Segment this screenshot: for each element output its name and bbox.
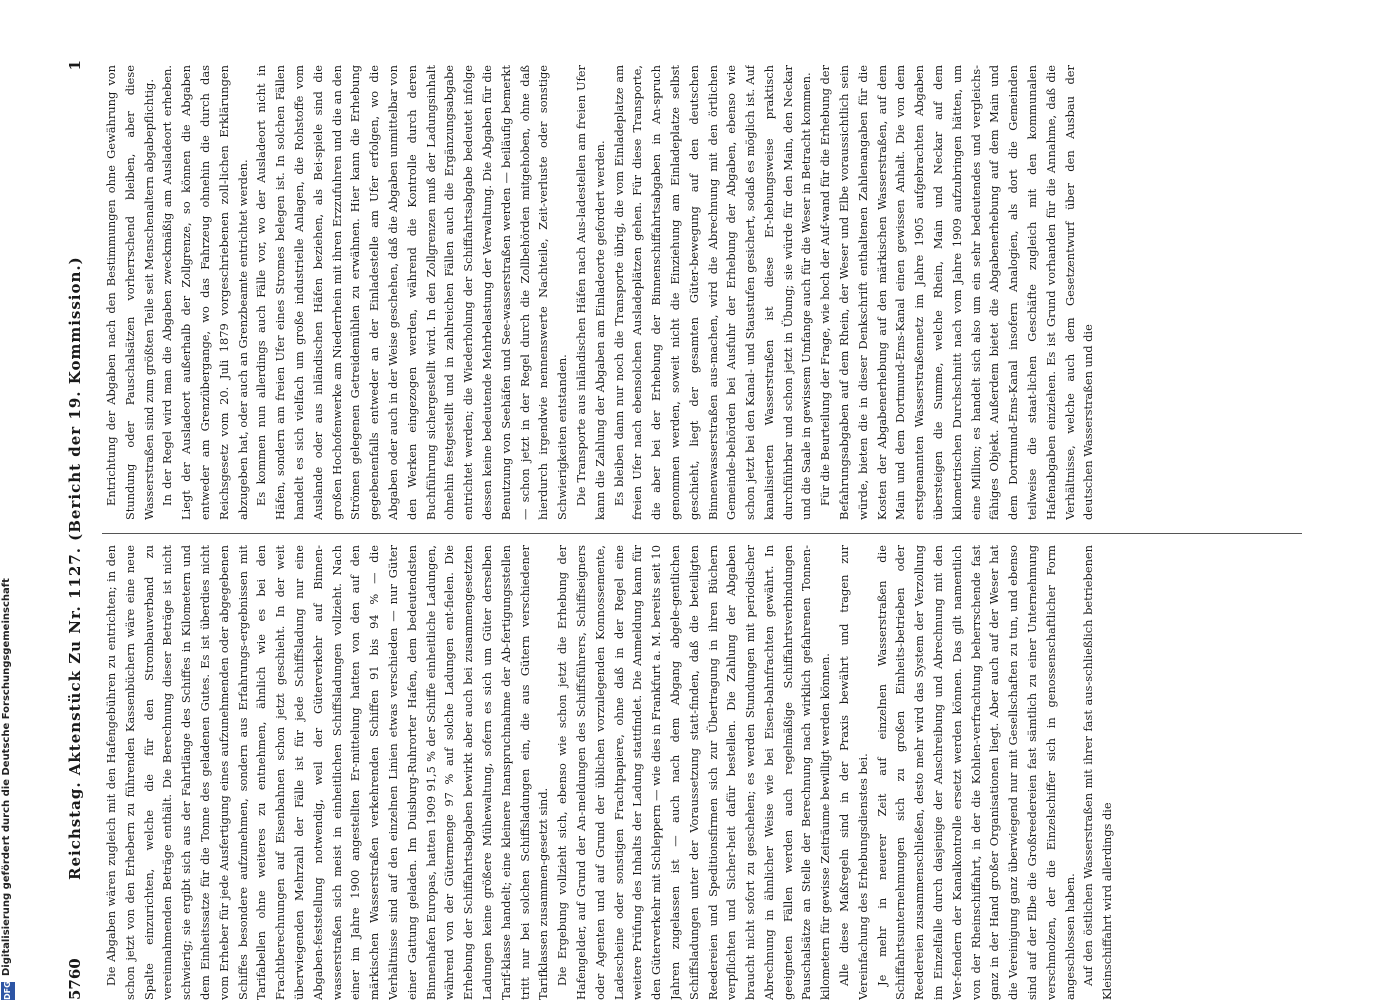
page-header	[62, 60, 92, 1000]
paragraph: Auf den östlichen Wasserstraßen mit ihrer fast aus-schließlich betriebenen Kleinschiffahrt wird allerdings die	[1081, 545, 1115, 1000]
paragraph: Für die Beurteilung der Frage, wie hoch der Auf-wand für die Erhebung der Befahrungsabgaben auf dem Rhein, der Weser und Elbe voraussichtlich sein würde, bieten die in dieser Denkschrift enthaltenen Zahlenangaben für die Kosten der Abgabenerhebung auf den märkischen Wasserstraßen, auf dem Main und dem Dortmund-Ems-Kanal einen gewissen Anhalt. Die von dem erstgenannten Wasserstraßennetz im Jahre 1905 aufgebrachten Abgaben übersteigen die Summe, welche Rhein, Main und Neckar auf dem kilometrischen Durchschnitt nach vom Jahre 1909 aufzubringen hätten, um eine Million; es handelt sich also um ein sehr bedeutendes und vergleichs-fähiges Objekt. Außerdem bietet die Abgabenerhebung auf dem Main und dem Dortmund-Ems-Kanal insofern Analogien, als dort die Gemeinden teilweise die staat-lichen Geschäfte zugleich mit den kommunalen Hafenabgaben einziehen. Es ist Grund vorhanden für die Annahme, daß die Verhältnisse, welche auch dem Gesetzentwurf über den Ausbau der deutschen Wasserstraßen und die	[818, 65, 1096, 520]
paragraph: Die Transporte aus inländischen Häfen nach Aus-ladestellen am freien Ufer kann die Zahlung der Abgaben am Einladeorte gefordert werden.	[573, 65, 607, 520]
paragraph: Die Ergebung vollzieht sich, ebenso wie schon jetzt die Erhebung der Hafengelder, auf Grund der An-meldungen des Schiffsführers, Schiffseigners oder Agenten und auf Grund der üblichen vorzulegenden Konnossemente, Ladescheine oder sonstigen Frachtpapiere, ohne daß in der Regel eine weitere Prüfung des Inhalts der Ladung stattfindet. Die Anmeldung kann für den Güterverkehr mit Schleppern — wie dies in Frankfurt a. M. bereits seit 10 Jahren zugelassen ist — auch nach dem Abgang abgele-gentlichen Schiffsladungen unter der Voraussetzung statt-finden, daß die beteiligten Reedereien und Speditionsfirmen sich zur Übertragung in ihren Büchern verpflichten und Sicher-heit dafür bestellen. Die Zahlung der Abgaben braucht nicht sofort zu geschehen; es werden Stundungen mit periodischer Abrechnung in ähnlicher Weise wie bei Eisen-bahnfrachten gewährt. In geeigneten Fällen werden auch regelmäßige Schiffahrtsverbindungen Pauschalsätze an Stelle der Berechnung nach wirklich gefahrenen Tonnen-kilometern für gewisse Zeiträume bewilligt werden können.	[555, 545, 833, 1000]
left-column	[102, 545, 1302, 1000]
running-title: Reichstag. Aktenstück Zu Nr. 1127. (Bericht der 19. Kommission.)	[66, 256, 84, 880]
paragraph: Entrichtung der Abgaben nach den Bestimmungen ohne Gewährung von Stundung oder Pauschalsätzen vorherrschend bleiben, aber diese Wasserstraßen sind zum größten Teile seit Menschenaltern abgabepflichtig.	[104, 65, 156, 520]
paragraph: Je mehr in neuerer Zeit auf einzelnen Wasserstraßen die Schiffahrtsunternehmungen sich zu großen Einheits-betrieben oder Reedereien zusammenschließen, desto mehr wird das System der Verzollung im Einzelfalle durch dasjenige der Anschreibung und Abrechnung mit den Ver-fendern der Kanalkontrolle ersetzt werden können. Das gilt namentlich von der Rheinschiffahrt, in der die Kohlen-verfrachtung beherrschende fast ganz in der Hand großer Organisationen liegt. Aber auch auf der Weser hat die Vereinigung ganz überwiegend nur mit Gesellschaften zu tun, und ebenso sind auf der Elbe die Großreedereien fast sämtlich zu einer Unternehmung verschmolzen, der die Einzelschiffer sich in genossenschaftlicher Form angeschlossen haben.	[874, 545, 1077, 1000]
funding-credit: Digitalisierung gefördert durch die Deutsche Forschungsgemeinschaft	[1, 578, 12, 976]
paragraph: Alle diese Maßregeln sind in der Praxis bewährt und tragen zur Vereinfachung des Erhebungsdienstes bei.	[837, 545, 870, 1000]
margin-mark: 1	[66, 60, 84, 71]
dfg-logo: DFG	[1, 982, 15, 1000]
digitization-footer	[1, 18, 21, 1000]
paragraph: In der Regel wird man die Abgaben zweckmäßig am Ausladeort erheben. Liegt der Ausladeort außerhalb der Zollgrenze, so können die Abgaben entweder am Grenzübergange, wo das Fahrzeug ohnehin die durch das Reichsgesetz vom 20. Juli 1879 vorgeschriebenen zoll-lichen Erklärungen abzugeben hat, oder auch an Grenzbeamte entrichtet werden.	[160, 65, 250, 520]
paragraph: Die Abgaben wären zugleich mit den Hafengebühren zu entrichten; in den schon jetzt von den Erhebern zu führenden Kassenbüchern wäre eine neue Spalte einzurichten, welche die für den Strombauverband zu vereinnahmenden Beträge enthält. Die Berechnung dieser Beträge ist nicht schwierig; sie ergibt sich aus der Fahrtlänge des Schiffes in Kilometern und dem Einheitssatze für die Tonne des geladenen Gutes. Es ist überdies nicht vom Erheber für jede Ausfertigung eines aufzunehmenden oder abgegebenen Schiffes besondere aufzunehmen, sondern aus Erfahrungs-ergebnissen mit Tarifabellen ohne weiteres zu entnehmen, ähnlich wie es bei den Frachtberechnungen auf Eisenbahnen schon jetzt geschieht. In der weit überwiegenden Mehrzahl der Fälle ist für jede Schiffsladung nur eine Abgaben-feststellung notwendig, weil der Güterverkehr auf Binnen-wasserstraßen sich meist in einheitlichen Schiffsladungen vollzieht. Nach einer im Jahre 1900 angestellten Er-mittelung hatten von den auf den märkischen Wasserstraßen verkehrenden Schiffen 91 bis 94 % — die Verhältnisse sind auf den einzelnen Linien etwas verschieden — nur Güter einer Gattung geladen. Im Duisburg-Ruhrorter Hafen, dem bedeutendsten Binnenhafen Europas, hatten 1909 91,5 % der Schiffe einheitliche Ladungen, während von der Gütermenge 97 % auf solche Ladungen ent-fielen. Die Erhebung der Schiffahrtsabgaben bewirkt aber auch bei zusammengesetzten Ladungen keine größere Mühewaltung, sofern es sich um Güter derselben Tarif-klasse handelt; eine kleinere Inanspruchnahme der Ab-fertigungsstellen tritt nur bei solchen Schiffsladungen ein, die aus Gütern verschiedener Tarifklassen zusammen-gesetzt sind.	[104, 545, 551, 1000]
page-number: 5760	[66, 958, 84, 1000]
column-divider	[102, 533, 1302, 534]
paragraph: Es bleiben dann nur noch die Transporte übrig, die vom Einladeplatze am freien Ufer nach ebensolchen Ausladeplätzen gehen. Für diese Transporte, die aber bei der Erhebung der Binnenschiffahrtsabgaben in An-spruch genommen werden, soweit nicht die Einziehung am Einladeplatze selbst geschieht, liegt der gesamten Güter-bewegung auf den deutschen Binnenwasserstraßen aus-machen, wird die Abrechnung mit den örtlichen Gemeinde-behörden bei Ausfuhr der Erhebung der Abgaben, ebenso wie schon jetzt bei den Kanal- und Staustufen gesichert, sodaß es möglich ist. Auf kanalisierten Wasserstraßen ist diese Er-hebungsweise praktisch durchführbar und schon jetzt in Übung; sie würde für den Main, den Neckar und die Saale in gewissem Umfange auch für die Weser in Betracht kommen.	[611, 65, 814, 520]
rotated-page	[62, 40, 1312, 1000]
right-column	[102, 65, 1302, 520]
paragraph: Es kommen nun allerdings auch Fälle vor, wo der Ausladeort nicht in Häfen, sondern am freien Ufer eines Stromes belegen ist. In solchen Fällen handelt es sich vielfach um große industrielle Anlagen, die Rohstoffe vom Auslande oder aus inländischen Häfen beziehen, als Bei-spiele sind die großen Hochofenwerke am Niederrhein mit ihren Erzzufuhren und die an den Strömen gelegenen Getreidemühlen zu erwähnen. Hier kann die Erhebung gegebenenfalls entweder an der Einladestelle am Ufer erfolgen, wo die Abgaben oder auch in der Weise geschehen, daß die Abgaben unmittelbar von den Werken eingezogen werden, während die Kontrolle durch deren Buchführung sichergestellt wird. In den Zollgrenzen muß der Ladungsinhalt ohnehin festgestellt und in zahlreichen Fällen auch die Ergänzungsabgabe entrichtet werden; die Wiederholung der Schiffahrtsabgabe bedeutet infolge dessen keine bedeutende Mehrbelastung der Verwaltung. Die Abgaben für die Benutzung von Seehäfen und See-wasserstraßen werden — beiläufig bemerkt — schon jetzt in der Regel durch die Zollbehörden mitgehoben, ohne daß hierdurch irgendwie nennenswerte Nachteile, Zeit-verluste oder sonstige Schwierigkeiten entstanden.	[254, 65, 570, 520]
